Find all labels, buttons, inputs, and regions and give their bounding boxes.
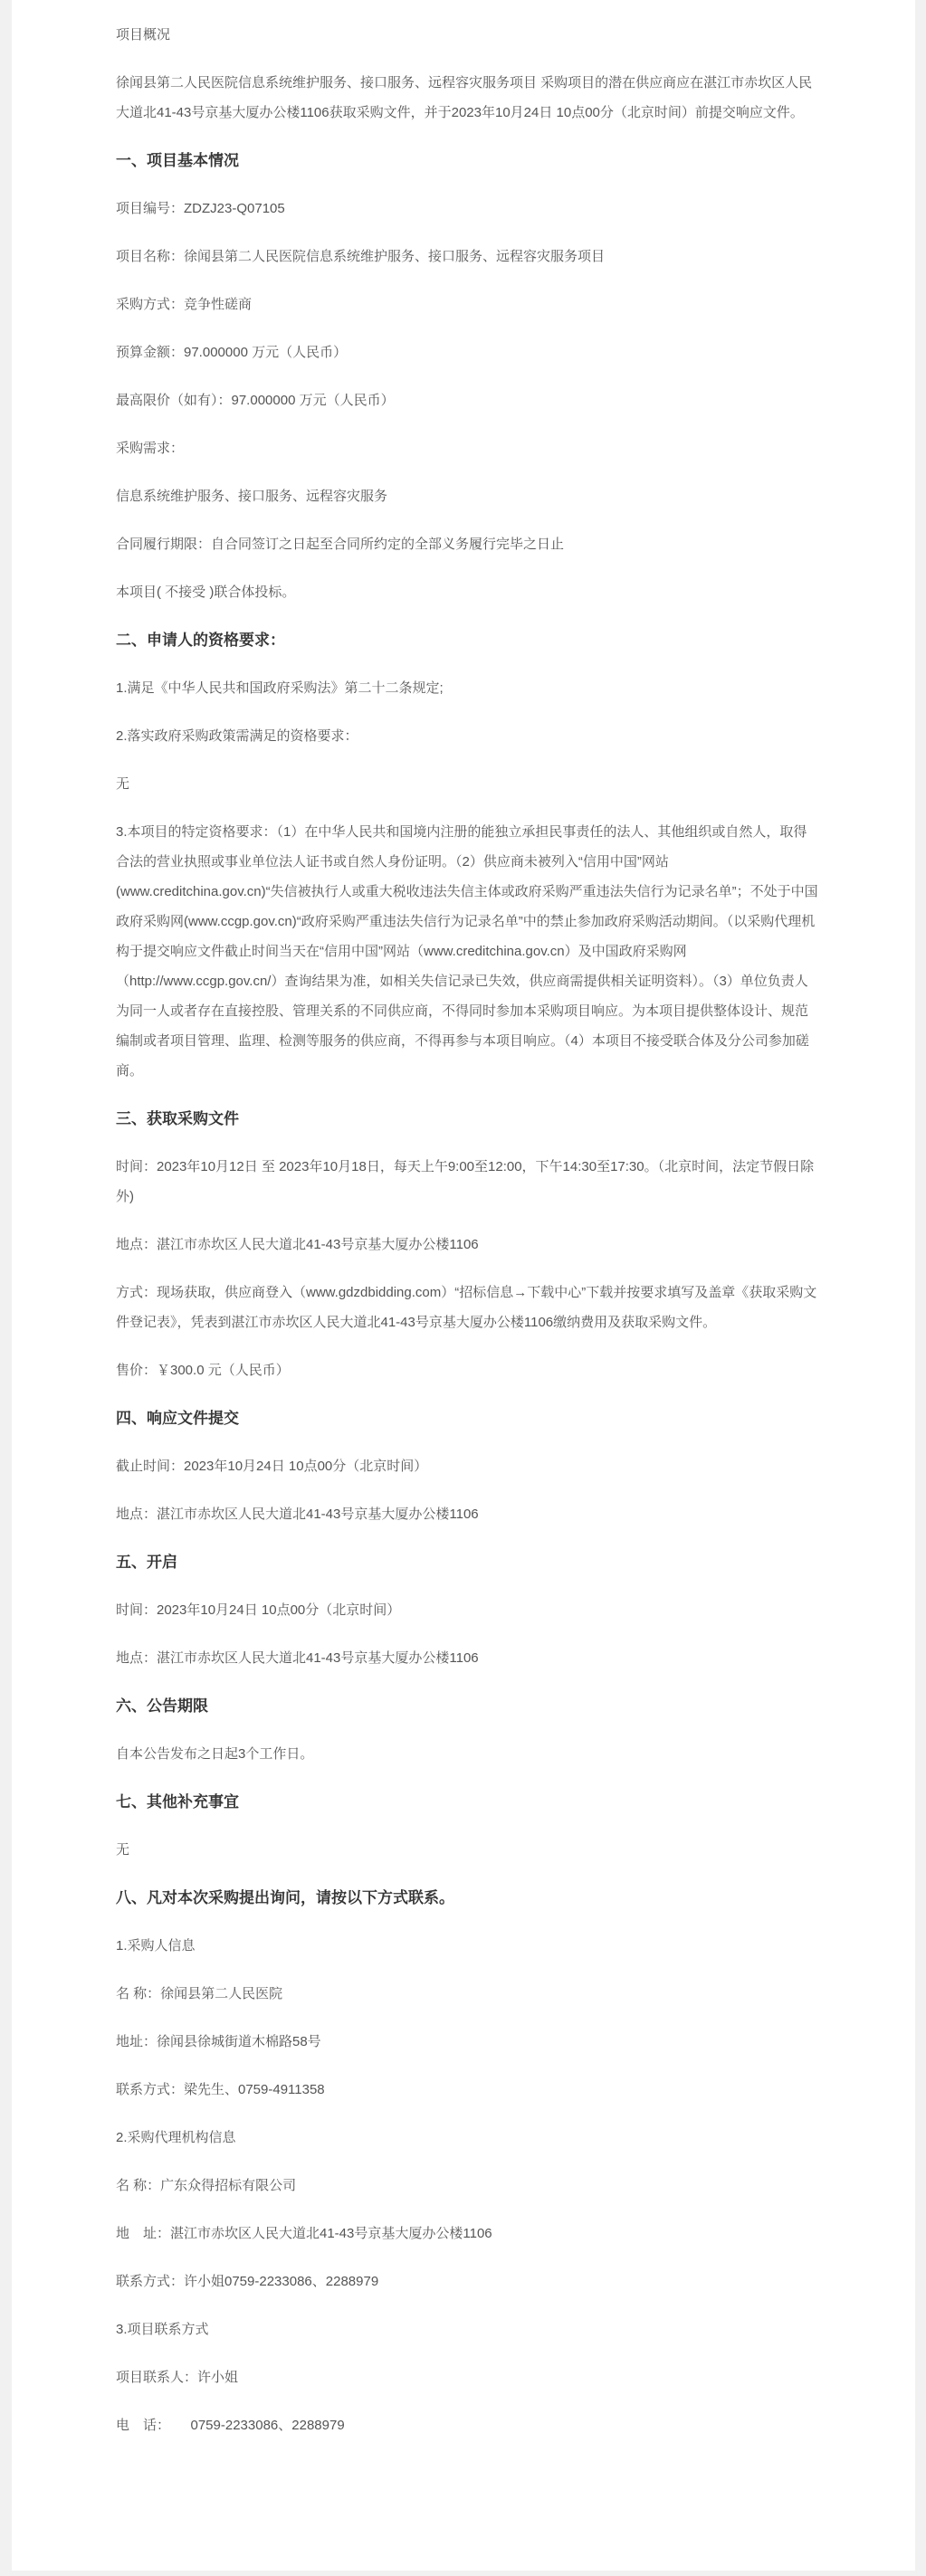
paragraph: 合同履行期限：自合同签订之日起至合同所约定的全部义务履行完毕之日止 (116, 537, 565, 552)
paragraph: 徐闻县第二人民医院信息系统维护服务、接口服务、远程容灾服务项目 采购项目的潜在供应商应在湛江市赤坎区人民大道北41-43号京基大厦办公楼1106获取采购文件，并于2023年10月24日 10点00分（北京时间）前提交响应文件。 (116, 75, 813, 120)
announcement-document (12, 0, 915, 2571)
paragraph: 项目名称：徐闻县第二人民医院信息系统维护服务、接口服务、远程容灾服务项目 (116, 249, 606, 264)
paragraph: 电 话： 0759-2233086、2288979 (116, 2418, 345, 2433)
paragraph: 售价：￥300.0 元（人民币） (116, 1363, 290, 1378)
section-heading: 四、响应文件提交 (116, 1410, 239, 1427)
paragraph: 地点：湛江市赤坎区人民大道北41-43号京基大厦办公楼1106 (116, 1650, 479, 1666)
section-heading: 六、公告期限 (116, 1697, 208, 1715)
paragraph: 项目编号：ZDZJ23-Q07105 (116, 201, 285, 216)
paragraph: 采购方式：竞争性磋商 (116, 297, 253, 312)
paragraph: 最高限价（如有）：97.000000 万元（人民币） (116, 393, 395, 408)
paragraph: 截止时间：2023年10月24日 10点00分（北京时间） (116, 1459, 428, 1474)
paragraph: 联系方式：梁先生、0759-4911358 (116, 2082, 325, 2097)
paragraph: 联系方式：许小姐0759-2233086、2288979 (116, 2274, 379, 2289)
paragraph: 时间：2023年10月12日 至 2023年10月18日，每天上午9:00至12:00，下午14:30至17:30。（北京时间，法定节假日除外) (116, 1159, 815, 1204)
paragraph: 名 称：徐闻县第二人民医院 (116, 1986, 283, 2001)
paragraph: 信息系统维护服务、接口服务、远程容灾服务 (116, 489, 388, 504)
paragraph: 项目联系人：许小姐 (116, 2370, 239, 2385)
paragraph: 本项目( 不接受 )联合体投标。 (116, 585, 296, 600)
section-heading: 一、项目基本情况 (116, 152, 239, 169)
section-heading: 七、其他补充事宜 (116, 1793, 239, 1811)
paragraph: 地点：湛江市赤坎区人民大道北41-43号京基大厦办公楼1106 (116, 1237, 479, 1252)
paragraph: 地 址：湛江市赤坎区人民大道北41-43号京基大厦办公楼1106 (116, 2226, 492, 2241)
section-heading: 二、申请人的资格要求： (116, 632, 285, 649)
section-heading: 五、开启 (116, 1554, 177, 1571)
section-heading: 三、获取采购文件 (116, 1110, 239, 1127)
paragraph: 3.本项目的特定资格要求：（1）在中华人民共和国境内注册的能独立承担民事责任的法人、其他组织或自然人，取得合法的营业执照或事业单位法人证书或自然人身份证明。（2）供应商未被列入“信用中国”网站(www.creditchina.gov.cn)“失信被执行人或重大税收违法失信主体或政府采购严重违法失信行为记录名单”；不处于中国政府采购网(www.ccgp.gov.cn)“政府采购严重违法失信行为记录名单”中的禁止参加政府采购活动期间。（以采购代理机构于提交响应文件截止时间当天在“信用中国”网站（www.creditchina.gov.cn）及中国政府采购网（http://www.ccgp.gov.cn/）查询结果为准，如相关失信记录已失效，供应商需提供相关证明资料）。（3）单位负责人为同一人或者存在直接控股、管理关系的不同供应商，不得同时参加本采购项目响应。为本项目提供整体设计、规范编制或者项目管理、监理、检测等服务的供应商，不得再参与本项目响应。（4）本项目不接受联合体及分公司参加磋商。 (116, 824, 818, 1079)
paragraph: 地址：徐闻县徐城街道木棉路58号 (116, 2034, 321, 2049)
paragraph: 名 称：广东众得招标有限公司 (116, 2178, 297, 2193)
paragraph: 无 (116, 1842, 130, 1858)
document-body (116, 20, 820, 2440)
paragraph: 地点：湛江市赤坎区人民大道北41-43号京基大厦办公楼1106 (116, 1507, 479, 1522)
paragraph: 2.落实政府采购政策需满足的资格要求： (116, 728, 358, 744)
paragraph: 1.满足《中华人民共和国政府采购法》第二十二条规定; (116, 680, 444, 696)
paragraph: 2.采购代理机构信息 (116, 2130, 236, 2145)
paragraph: 采购需求： (116, 441, 185, 456)
paragraph: 3.项目联系方式 (116, 2322, 209, 2337)
paragraph: 方式：现场获取，供应商登入（www.gdzdbidding.com）“招标信息→下载中心”下载并按要求填写及盖章《获取采购文件登记表》，凭表到湛江市赤坎区人民大道北41-43号京基大厦办公楼1106缴纳费用及获取采购文件。 (116, 1285, 817, 1330)
paragraph: 时间：2023年10月24日 10点00分（北京时间） (116, 1602, 401, 1618)
paragraph: 无 (116, 776, 130, 792)
paragraph: 项目概况 (116, 27, 171, 43)
paragraph: 预算金额：97.000000 万元（人民币） (116, 345, 348, 360)
section-heading: 八、凡对本次采购提出询问，请按以下方式联系。 (116, 1889, 454, 1906)
paragraph: 自本公告发布之日起3个工作日。 (116, 1746, 314, 1762)
paragraph: 1.采购人信息 (116, 1938, 196, 1953)
